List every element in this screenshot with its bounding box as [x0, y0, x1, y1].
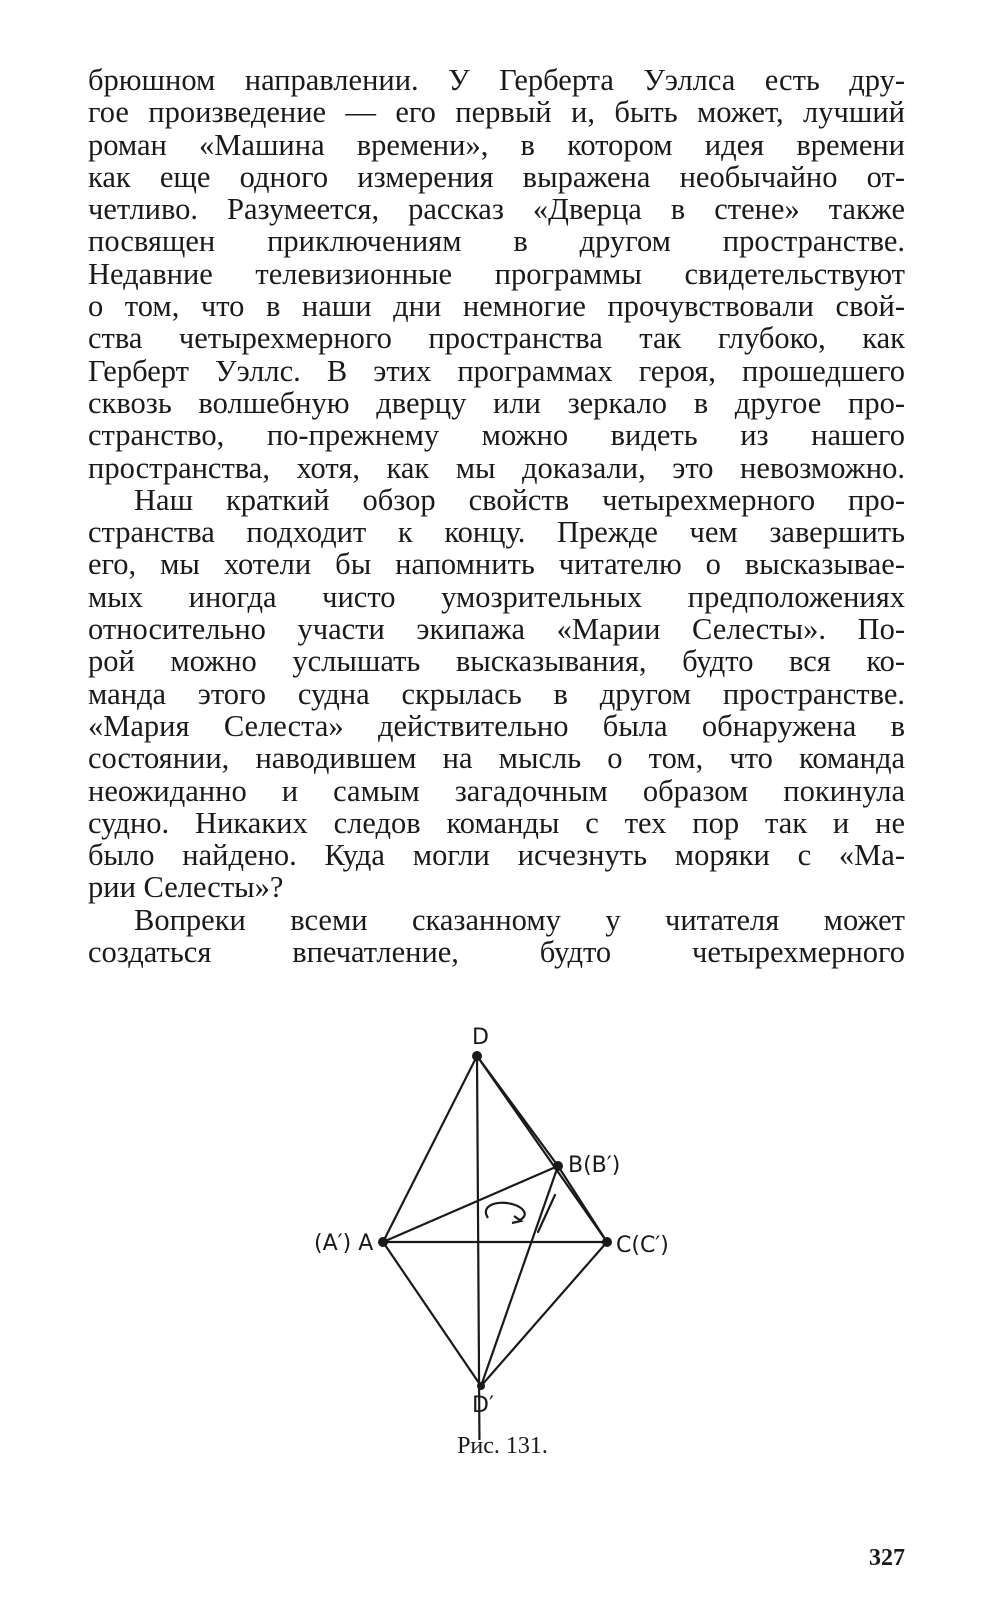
vertex-Dprime — [477, 1382, 485, 1390]
text-line: странство, по-прежнему можно видеть из нашего — [88, 418, 905, 453]
text-line: гое произведение — его первый и, быть может, лучший — [88, 95, 905, 130]
text-line: сквозь волшебную дверцу или зеркало в другое про- — [88, 385, 905, 420]
text-line: рии Селесты»? — [88, 870, 284, 905]
edge-A-Dprime — [383, 1242, 481, 1386]
text-line: состоянии, наводившем на мысль о том, что команда — [88, 741, 905, 776]
label-B: B(B′) — [568, 1153, 621, 1178]
diagram-vertices — [378, 1051, 612, 1390]
edge-D-A — [383, 1056, 477, 1242]
text-line: создаться впечатление, будто четырехмерного — [88, 935, 905, 970]
text-line: манда этого судна скрылась в другом пространстве. — [88, 676, 905, 711]
text-line: Недавние телевизионные программы свидетельствуют — [88, 256, 905, 291]
text-line: пространства, хотя, как мы доказали, это невозможно. — [88, 450, 905, 485]
page-number: 327 — [869, 1545, 905, 1571]
label-A: (A′) A — [314, 1231, 374, 1256]
vertex-A — [378, 1237, 388, 1247]
label-D: D — [472, 1025, 489, 1050]
figure-caption: Рис. 131. — [457, 1433, 548, 1459]
text-line: Наш краткий обзор свойств четырехмерного про- — [134, 482, 905, 517]
text-line: странства подходит к концу. Прежде чем завершить — [88, 515, 905, 550]
paragraph-2 — [88, 484, 905, 904]
rotation-arrowhead-icon — [512, 1216, 521, 1223]
text-line: Вопреки всеми сказанному у читателя может — [134, 902, 905, 937]
text-line: как еще одного измерения выражена необычайно от- — [88, 159, 905, 194]
text-line: роман «Машина времени», в котором идея времени — [88, 127, 905, 162]
figure-bipyramid — [300, 1020, 720, 1460]
text-line: ства четырехмерного пространства так глубоко, как — [88, 321, 905, 356]
label-D-prime: D′ — [472, 1393, 494, 1418]
text-line: относительно участи экипажа «Марии Селесты». По- — [88, 612, 905, 647]
vertex-D — [472, 1051, 482, 1061]
text-line: судно. Никаких следов команды с тех пор так и не — [88, 805, 905, 840]
vertex-B — [553, 1161, 563, 1171]
text-line: четливо. Разумеется, рассказ «Дверца в стене» также — [88, 192, 905, 227]
paragraph-1 — [88, 64, 905, 484]
text-line: рой можно услышать высказывания, будто вся ко- — [88, 644, 905, 679]
edge-C-Dprime — [481, 1242, 607, 1386]
body-text — [88, 64, 905, 968]
rotation-arrow-icon — [486, 1203, 525, 1220]
text-line: неожиданно и самым загадочным образом покинула — [88, 773, 905, 808]
text-line: «Мария Селеста» действительно была обнаружена в — [88, 708, 905, 743]
label-C: C(C′) — [616, 1233, 669, 1258]
paragraph-3 — [88, 904, 905, 969]
text-line: брюшном направлении. У Герберта Уэллса есть дру- — [88, 63, 905, 97]
text-line: посвящен приключениям в другом пространстве. — [88, 224, 905, 259]
bipyramid-diagram — [300, 1020, 720, 1440]
text-line: его, мы хотели бы напомнить читателю о высказывае- — [88, 547, 905, 582]
text-line: Герберт Уэллс. В этих программах героя, прошедшего — [88, 353, 905, 388]
text-line: о том, что в наши дни немногие прочувствовали свой- — [88, 289, 905, 324]
text-line: было найдено. Куда могли исчезнуть моряки с «Ма- — [88, 838, 905, 873]
edge-B-Dprime — [481, 1166, 558, 1386]
diagram-edges — [383, 1056, 607, 1440]
vertex-C — [602, 1237, 612, 1247]
text-line: мых иногда чисто умозрительных предположениях — [88, 579, 905, 614]
edge-A-B — [383, 1166, 558, 1242]
